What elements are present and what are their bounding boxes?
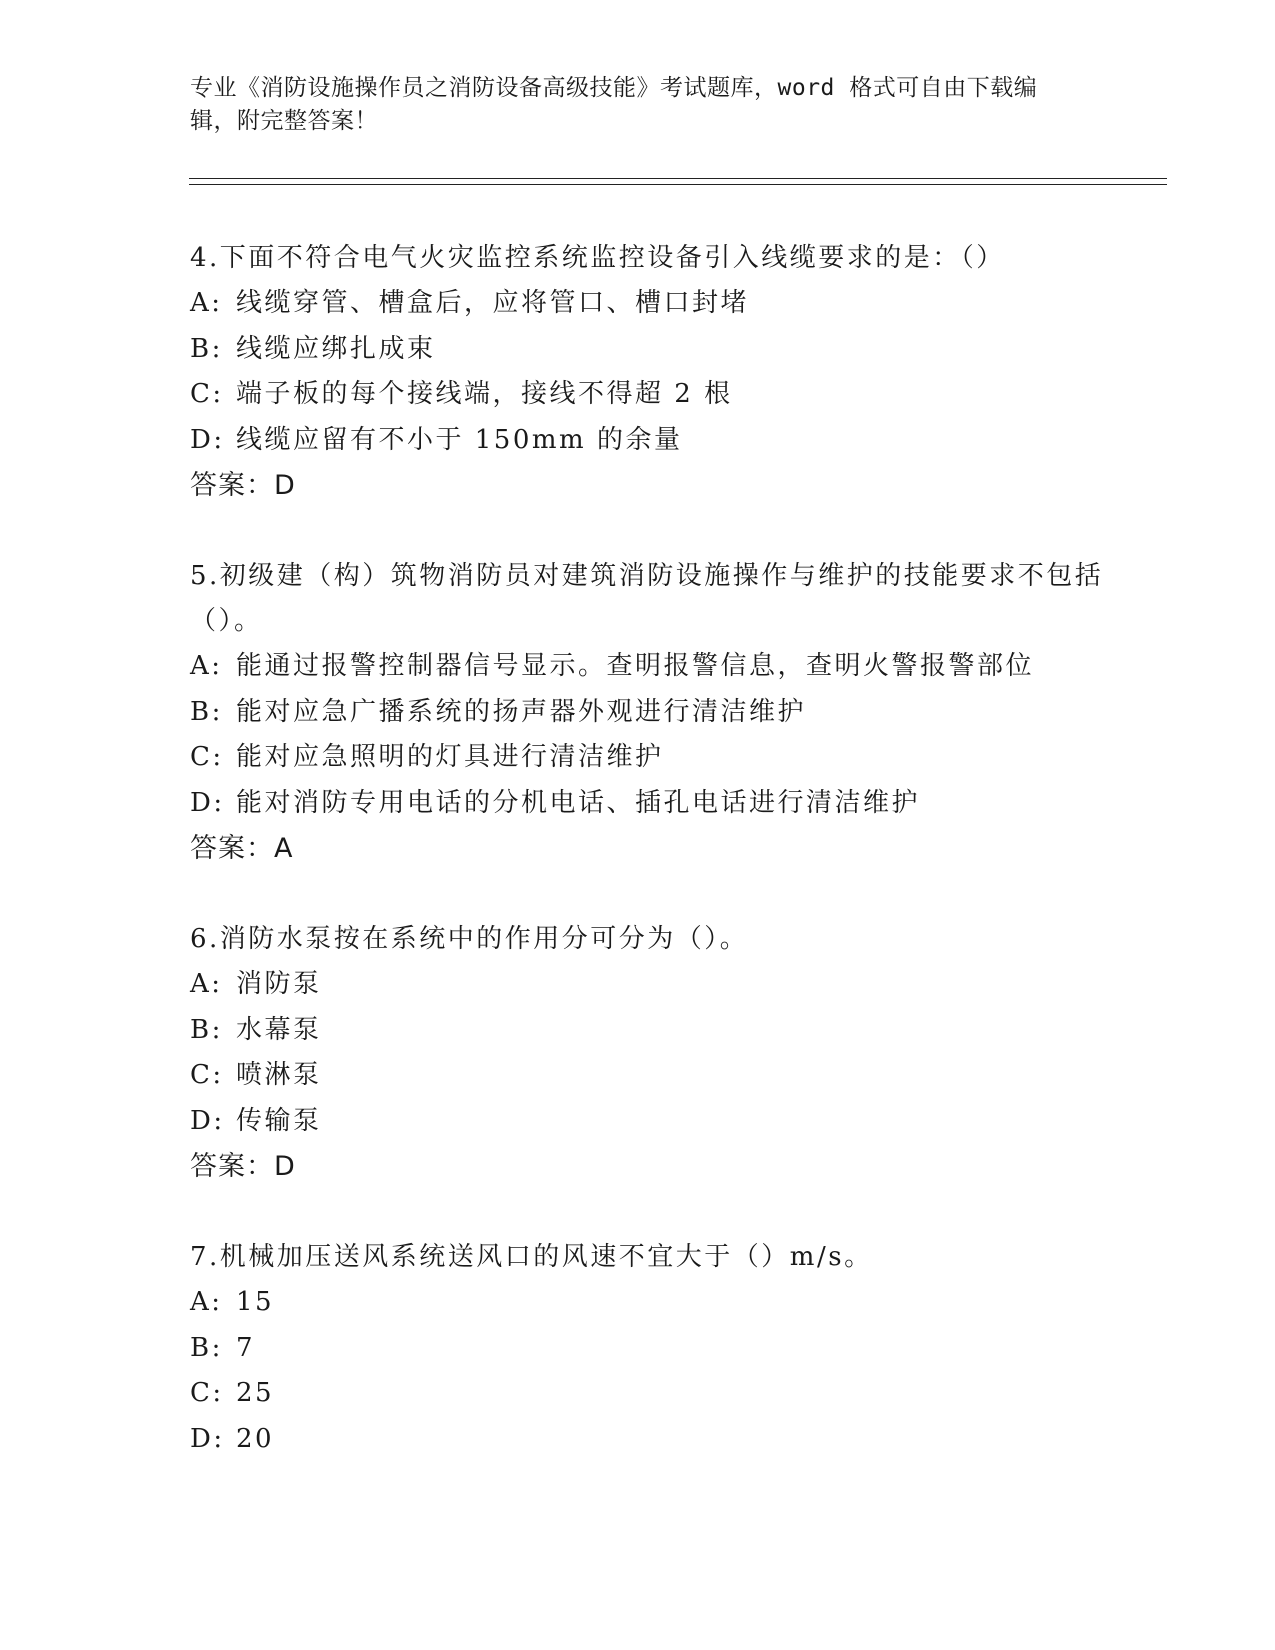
answer-line: 答案：D	[190, 1151, 296, 1182]
option-c	[190, 372, 1110, 418]
option-text: 25	[236, 1378, 275, 1408]
option-d	[190, 418, 1110, 464]
answer-line: 答案：A	[190, 833, 294, 864]
option-letter: D:	[190, 424, 225, 455]
option-c	[190, 1371, 1110, 1417]
option-text: 能对应急广播系统的扬声器外观进行清洁维护	[236, 696, 807, 727]
option-letter: B:	[190, 696, 223, 727]
option-a	[190, 281, 1110, 327]
question-stem: 6.消防水泵按在系统中的作用分可分为（）。	[190, 924, 749, 954]
option-d	[190, 1417, 1110, 1463]
question-7	[190, 1235, 1110, 1462]
option-letter: C:	[190, 379, 224, 409]
document-header	[190, 72, 1090, 138]
option-a	[190, 1280, 1110, 1326]
option-letter: A:	[190, 288, 223, 318]
question-stem: 5.初级建（构）筑物消防员对建筑消防设施操作与维护的技能要求不包括（）。	[190, 561, 1104, 636]
option-letter: B:	[190, 333, 223, 364]
option-d	[190, 781, 1110, 827]
option-text: 消防泵	[236, 969, 322, 999]
option-letter: B:	[190, 1014, 223, 1045]
option-b	[190, 690, 1110, 736]
option-d	[190, 1099, 1110, 1145]
option-text: 能对应急照明的灯具进行清洁维护	[236, 742, 664, 772]
option-letter: C:	[190, 742, 224, 772]
option-letter: D:	[190, 1105, 225, 1136]
option-b	[190, 327, 1110, 373]
question-6	[190, 917, 1110, 1190]
option-letter: D:	[190, 1423, 225, 1454]
question-stem: 7.机械加压送风系统送风口的风速不宜大于（）m/s。	[190, 1242, 873, 1272]
option-text: 线缆穿管、槽盒后，应将管口、槽口封堵	[236, 288, 750, 318]
answer-line: 答案：D	[190, 470, 296, 501]
option-text: 能通过报警控制器信号显示。查明报警信息，查明火警报警部位	[236, 651, 1035, 681]
option-b	[190, 1008, 1110, 1054]
option-text: 15	[236, 1287, 275, 1317]
option-text: 线缆应留有不小于 150mm 的余量	[236, 424, 683, 455]
option-text: 7	[236, 1332, 256, 1363]
option-text: 端子板的每个接线端，接线不得超 2 根	[236, 379, 733, 409]
option-b	[190, 1326, 1110, 1372]
option-letter: C:	[190, 1060, 224, 1090]
question-list	[190, 236, 1110, 1507]
question-stem: 4.下面不符合电气火灾监控系统监控设备引入线缆要求的是：（）	[190, 243, 1005, 273]
option-text: 水幕泵	[236, 1014, 322, 1045]
option-letter: B:	[190, 1332, 223, 1363]
option-letter: A:	[190, 1287, 223, 1317]
option-letter: A:	[190, 969, 223, 999]
option-letter: A:	[190, 651, 223, 681]
option-text: 20	[236, 1423, 275, 1454]
option-text: 传输泵	[236, 1105, 322, 1136]
header-divider-bottom	[189, 184, 1167, 185]
option-c	[190, 735, 1110, 781]
header-line-2: 辑，附完整答案！	[190, 108, 378, 134]
header-divider-top	[189, 178, 1167, 179]
option-a	[190, 962, 1110, 1008]
option-a	[190, 644, 1110, 690]
header-line-1: 专业《消防设施操作员之消防设备高级技能》考试题库，word 格式可自由下载编	[190, 75, 1038, 101]
option-text: 喷淋泵	[236, 1060, 322, 1090]
question-4	[190, 236, 1110, 509]
option-text: 线缆应绑扎成束	[236, 333, 436, 364]
question-5	[190, 554, 1110, 872]
option-c	[190, 1053, 1110, 1099]
option-letter: D:	[190, 787, 225, 818]
option-text: 能对消防专用电话的分机电话、插孔电话进行清洁维护	[236, 787, 921, 818]
option-letter: C:	[190, 1378, 224, 1408]
